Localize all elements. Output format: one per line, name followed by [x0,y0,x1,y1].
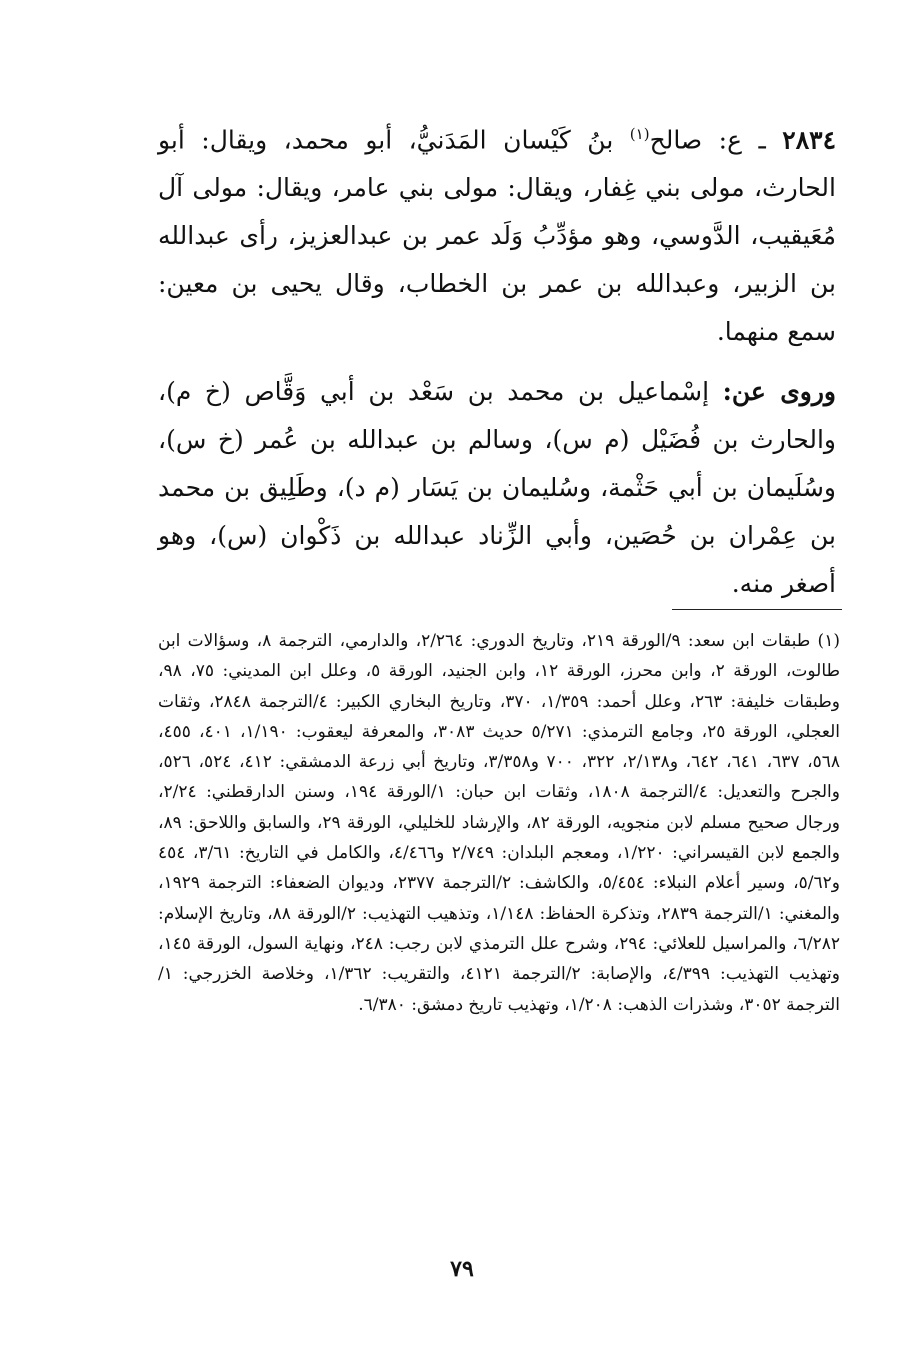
footnote-text: طبقات ابن سعد: ٩/الورقة ٢١٩، وتاريخ الدوري: ٢/٢٦٤، والدارمي، الترجمة ٨، وسؤالات ابن طالوت، الورقة ٢، وابن محرز، الورقة ١٢، وابن الجنيد، الورقة ٥، وعلل ابن المديني: ٧٥، ٩٨، وطبقات خليفة: ٢٦٣، وعلل أحمد: ١/٣٥٩، ٣٧٠، وتاريخ البخاري الكبير: ٤/الترجمة ٢٨٤٨، وثقات العجلي، الورقة ٢٥، وجامع الترمذي: ٥/٢٧١ حديث ٣٠٨٣، والمعرفة ليعقوب: ١/١٩٠، ٤٠١، ٤٥٥، ٥٦٨، ٦٣٧، ٦٤١، ٦٤٢، و٢/١٣٨، ٣٢٢، ٧٠٠ و٣/٣٥٨، وتاريخ أبي زرعة الدمشقي: ٤١٢، ٥٢٤، ٥٢٦، والجرح والتعديل: ٤/الترجمة ١٨٠٨، وثقات ابن حبان: ١/الورقة ١٩٤، وسنن الدارقطني: ٢/٢٤، ورجال صحيح مسلم لابن منجويه، الورقة ٨٢، والإرشاد للخليلي، الورقة ٢٩، والسابق واللاحق: ٨٩، والجمع لابن القيسراني: ١/٢٢٠، ومعجم البلدان: ٢/٧٤٩ و٤/٤٦٦، والكامل في التاريخ: ٣/٦١، ٤٥٤ و٥/٦٢، وسير أعلام النبلاء: ٥/٤٥٤، والكاشف: ٢/الترجمة ٢٣٧٧، وديوان الضعفاء: الترجمة ١٩٢٩، والمغني: ١/الترجمة ٢٨٣٩، وتذكرة الحفاظ: ١/١٤٨، وتذهيب التهذيب: ٢/الورقة ٨٨، وتاريخ الإسلام: ٦/٢٨٢، والمراسيل للعلائي: ٢٩٤، وشرح علل الترمذي لابن رجب: ٢٤٨، ونهاية السول، الورقة ١٤٥، وتهذيب التهذيب: ٤/٣٩٩، والإصابة: ٢/الترجمة ٤١٢١، والتقريب: ١/٣٦٢، وخلاصة الخزرجي: ١/الترجمة ٣٠٥٢، وشذرات الذهب: ١/٢٠٨، وتهذيب تاريخ دمشق: ٦/٣٨٠. [158,631,841,1015]
footnote-marker: (١) [817,631,840,651]
page-number: ٧٩ [450,1256,474,1282]
entry-number: ٢٨٣٤ [782,125,836,155]
footnote-divider [672,609,842,610]
narrators-paragraph [158,368,836,608]
entry-text [158,110,836,608]
main-text-block [158,110,836,608]
footnote-ref: (١) [629,125,650,143]
narrators-lead: وروى عن: [722,377,837,407]
footnote-block [158,626,840,1020]
entry-body: بنُ كَيْسان المَدَنيُّ، أبو محمد، ويقال: أبو الحارث، مولى بني غِفار، ويقال: مولى بني عامر، ويقال: مولى آل مُعَيقيب، الدَّوسي، وهو مؤدِّبُ وَلَد عمر بن عبدالعزيز، رأى عبدالله بن الزبير، وعبدالله بن عمر بن الخطاب، وقال يحيى بن معين: سمع منهما. [158,125,836,347]
entry-paragraph [158,110,836,356]
narrators-text: إسْماعيل بن محمد بن سَعْد بن أبي وَقَّاص (خ م)، والحارث بن فُضَيْل (م س)، وسالم بن عبدالله بن عُمر (خ س)، وسُلَيمان بن أبي حَثْمة، وسُليمان بن يَسَار (م د)، وطَلِيق بن محمد بن عِمْران بن حُصَين، وأبي الزِّناد عبدالله بن ذَكْوان (س)، وهو أصغر منه. [158,377,836,599]
footnote-paragraph [158,626,840,1020]
entry-header: ـ ع: صالح [649,125,783,155]
